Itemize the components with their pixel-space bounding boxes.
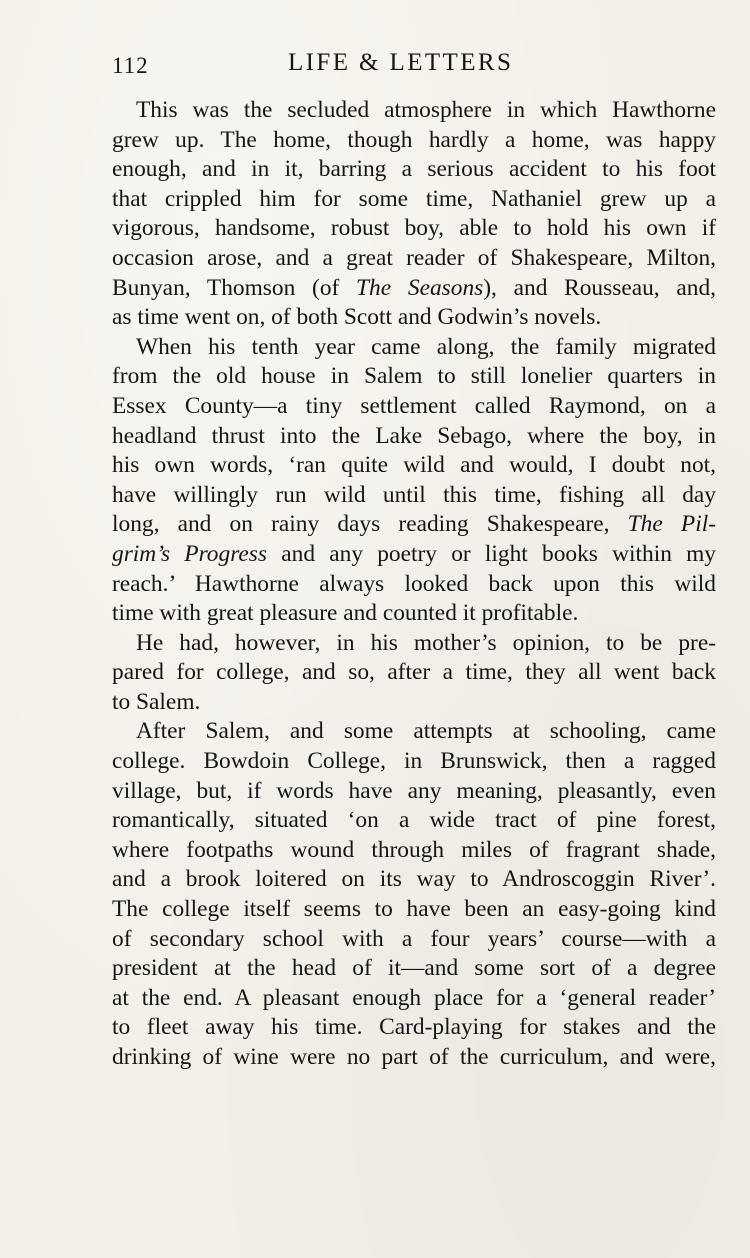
text-line — [112, 717, 716, 747]
text-line — [112, 1043, 716, 1073]
text-run: to Salem. — [112, 688, 201, 715]
text-run: of secondary school with a four years’ course—with a — [112, 925, 716, 952]
text-line — [112, 895, 716, 925]
text-line — [112, 214, 716, 244]
text-line — [112, 984, 716, 1014]
paragraph — [112, 96, 716, 333]
text-run: enough, and in it, barring a serious accident to his foot — [112, 156, 716, 183]
text-run: grew up. The home, though hardly a home, was happy — [112, 126, 716, 153]
text-run: at the end. A pleasant enough place for a ‘general reader’ — [112, 984, 716, 1011]
text-line — [112, 865, 716, 895]
text-run: The college itself seems to have been an easy-going kind — [112, 896, 716, 923]
text-line — [112, 244, 716, 274]
running-head: LIFE & LETTERS — [288, 49, 514, 76]
paragraph — [112, 717, 716, 1072]
text-run: romantically, situated ‘on a wide tract of pine forest, — [112, 807, 716, 834]
paragraph — [112, 333, 716, 629]
text-run: that crippled him for some time, Nathaniel grew up a — [112, 185, 716, 212]
text-line — [112, 540, 716, 570]
text-run: from the old house in Salem to still lonelier quarters in — [112, 363, 716, 390]
text-line — [112, 451, 716, 481]
text-line — [112, 333, 716, 363]
text-line — [112, 570, 716, 600]
text-line — [112, 688, 716, 718]
text-run: his own words, ‘ran quite wild and would, I doubt not, — [112, 452, 716, 479]
text-run: vigorous, handsome, robust boy, able to hold his own if — [112, 215, 716, 242]
text-run: president at the head of it—and some sort of a degree — [112, 955, 716, 982]
text-line — [112, 777, 716, 807]
text-run: After Salem, and some attempts at schooling, came — [136, 718, 716, 745]
text-run: occasion arose, and a great reader of Shakespeare, Milton, — [112, 244, 716, 271]
text-run: to fleet away his time. Card-playing for stakes and the — [112, 1014, 716, 1041]
text-line — [112, 806, 716, 836]
text-line — [112, 1013, 716, 1043]
text-run: drinking of wine were no part of the curriculum, and were, — [112, 1044, 716, 1070]
text-line — [112, 422, 716, 452]
text-line — [112, 303, 716, 333]
text-run: as time went on, of both Scott and Godwin’s novels. — [112, 304, 602, 331]
text-run: headland thrust into the Lake Sebago, where the boy, in — [112, 422, 716, 449]
text-run: Essex County—a tiny settlement called Raymond, on a — [112, 392, 716, 419]
italic-title: grim’s Progress — [112, 540, 268, 567]
text-line — [112, 96, 716, 126]
italic-title: The Seasons — [356, 274, 484, 301]
text-line — [112, 126, 716, 156]
text-line — [112, 836, 716, 866]
text-line — [112, 155, 716, 185]
text-line — [112, 599, 716, 629]
text-run: time with great pleasure and counted it profitable. — [112, 600, 579, 627]
page-number: 112 — [112, 53, 149, 78]
text-run: where footpaths wound through miles of fragrant shade, — [112, 836, 716, 863]
text-line — [112, 392, 716, 422]
text-run: When his tenth year came along, the family migrated — [136, 333, 716, 360]
paragraph — [112, 629, 716, 718]
text-run: This was the secluded atmosphere in which Hawthorne — [136, 97, 716, 123]
text-run: He had, however, in his mother’s opinion, to be pre- — [136, 629, 716, 656]
text-line — [112, 362, 716, 392]
text-line — [112, 925, 716, 955]
text-line — [112, 629, 716, 659]
text-run: and any poetry or light books within my — [267, 540, 716, 567]
text-line — [112, 510, 716, 540]
text-line — [112, 954, 716, 984]
text-line — [112, 185, 716, 215]
page-header — [112, 48, 716, 82]
text-run: have willingly run wild until this time, fishing all day — [112, 481, 716, 508]
text-run: pared for college, and so, after a time, they all went back — [112, 659, 716, 686]
text-run: college. Bowdoin College, in Brunswick, then a ragged — [112, 748, 716, 775]
text-line — [112, 274, 716, 304]
text-line — [112, 481, 716, 511]
text-run: long, and on rainy days reading Shakespeare, — [112, 511, 628, 538]
body-text — [112, 96, 716, 1073]
text-run: village, but, if words have any meaning, pleasantly, even — [112, 777, 716, 804]
text-run: Bunyan, Thomson (of — [112, 274, 357, 301]
text-run: ), and Rousseau, and, — [483, 274, 716, 301]
text-line — [112, 747, 716, 777]
text-run: and a brook loitered on its way to Androscoggin River’. — [112, 866, 716, 893]
text-run: reach.’ Hawthorne always looked back upon this wild — [112, 570, 716, 597]
text-line — [112, 658, 716, 688]
italic-title: The Pil- — [627, 511, 716, 538]
